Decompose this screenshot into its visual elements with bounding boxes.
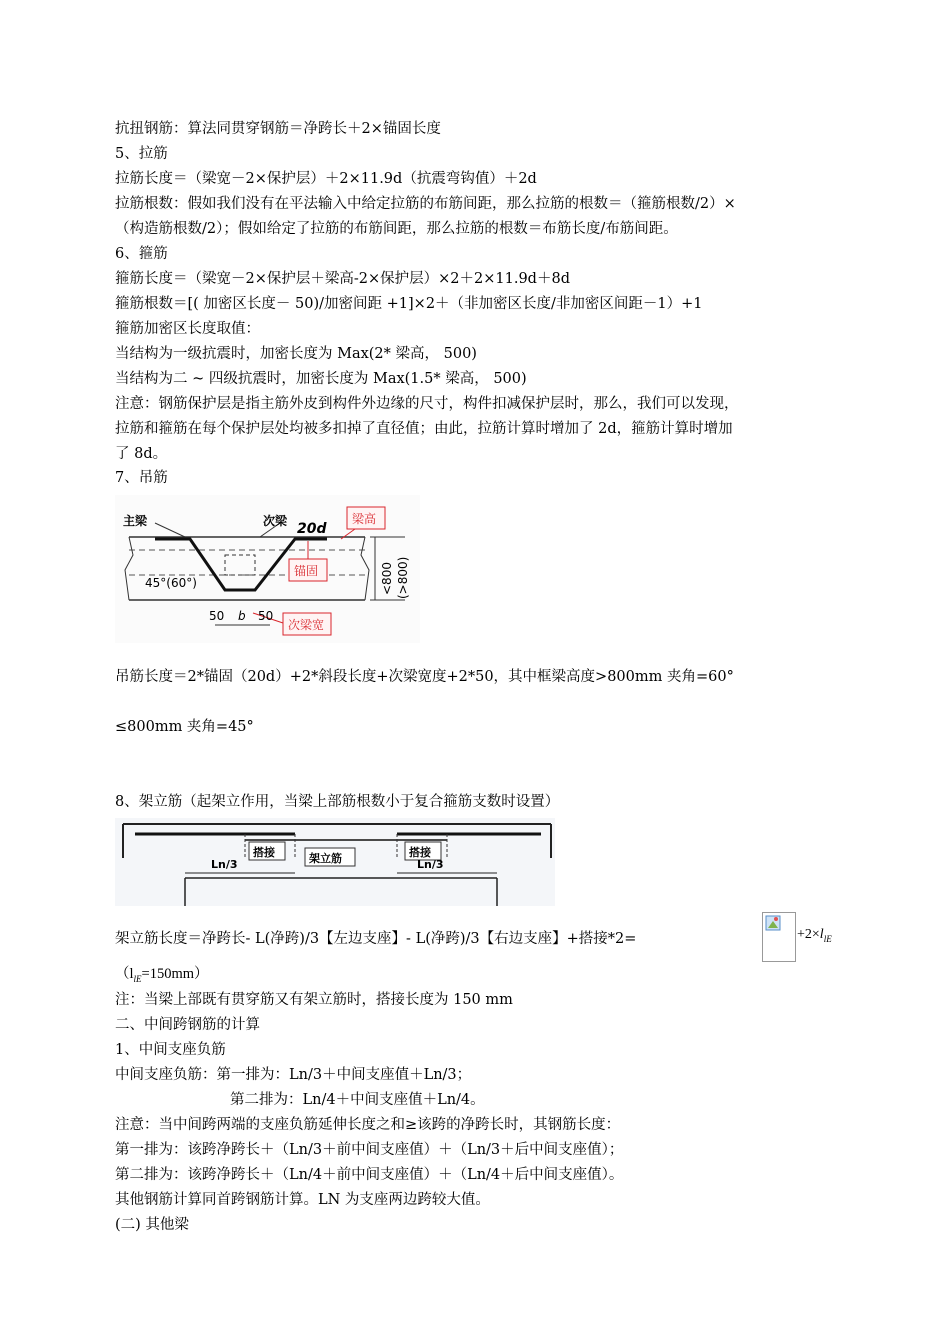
anchor-20d-label: 20d	[297, 521, 327, 537]
hanger-bar-diagram	[115, 495, 420, 643]
dim-50-left: 50	[209, 609, 225, 623]
text-line: 中间支座负筋：第一排为：Ln/3＋中间支座值＋Ln/3；	[115, 1067, 472, 1083]
lap-left-label: 搭接	[253, 846, 275, 859]
section-heading: 8、架立筋（起架立作用，当梁上部筋根数小于复合箍筋支数时设置）	[115, 794, 560, 810]
section-heading: 5、拉筋	[115, 146, 168, 162]
text-line: 注：当梁上部既有贯穿筋又有架立筋时，搭接长度为 150 mm	[115, 992, 513, 1008]
height-gt800-label: (>800)	[396, 556, 410, 599]
text-line: 当结构为二 ~ 四级抗震时，加密长度为 Max(1.5* 梁高， 500)	[115, 371, 527, 387]
angle-label: 45°(60°)	[145, 576, 197, 590]
erection-bar-diagram	[115, 818, 555, 906]
text-line: 注意：钢筋保护层是指主筋外皮到构件外边缘的尺寸，构件扣减保护层时，那么，我们可以发现，	[115, 396, 739, 412]
broken-image-icon	[762, 912, 796, 962]
ln3-left-label: Ln/3	[211, 858, 238, 871]
text-line: 架立筋长度＝净跨长- L(净跨)/3【左边支座】- L(净跨)/3【右边支座】+搭接*2=	[115, 931, 637, 947]
dim-50-right: 50	[258, 609, 274, 623]
text-line: 抗扭钢筋：算法同贯穿钢筋＝净跨长＋2×锚固长度	[115, 121, 441, 137]
text-line: $(l_{lE}=150mm)$	[115, 966, 209, 984]
erection-bar-figure	[115, 818, 555, 906]
section-heading: 6、箍筋	[115, 246, 168, 262]
height-lt800-label: <800	[380, 562, 394, 595]
erection-bar-label: 架立筋	[309, 852, 342, 865]
anchorage-label: 锚固	[294, 564, 319, 578]
section-heading: (二) 其他梁	[115, 1217, 189, 1233]
text-line: 吊筋长度＝2*锚固（20d）+2*斜段长度+次梁宽度+2*50，其中框梁高度>800mm 夹角=60°	[115, 669, 734, 685]
text-line: 箍筋加密区长度取值：	[115, 321, 260, 337]
text-line: 其他钢筋计算同首跨钢筋计算。LN 为支座两边跨较大值。	[115, 1192, 490, 1208]
dim-b: b	[238, 609, 246, 623]
beam-height-label: 梁高	[352, 512, 377, 526]
main-beam-label: 主梁	[123, 514, 148, 528]
section-heading: 1、中间支座负筋	[115, 1042, 226, 1058]
secondary-width-label: 次梁宽	[288, 618, 325, 632]
text-line: 了 8d。	[115, 446, 168, 462]
section-heading: 7、吊筋	[115, 470, 168, 486]
formula-tail: $+2\times l_{lE}$	[797, 927, 832, 944]
hanger-bar-figure	[115, 495, 420, 643]
lap-right-label: 搭接	[409, 846, 431, 859]
secondary-beam-label: 次梁	[263, 514, 288, 528]
text-line: 拉筋和箍筋在每个保护层处均被多扣掉了直径值；由此，拉筋计算时增加了 2d，箍筋计算时增加	[115, 421, 733, 437]
text-line: ≤800mm 夹角=45°	[115, 719, 254, 735]
text-line: （构造筋根数/2）；假如给定了拉筋的布筋间距，那么拉筋的根数＝布筋长度/布筋间距。	[115, 221, 678, 237]
text-line: 第二排为：Ln/4＋中间支座值＋Ln/4。	[230, 1092, 485, 1108]
text-line: 箍筋根数＝[( 加密区长度－ 50)/加密间距 +1]×2＋（非加密区长度/非加密区间距－1）+1	[115, 296, 703, 312]
text-line: 箍筋长度＝（梁宽－2×保护层＋梁高-2×保护层）×2＋2×11.9d＋8d	[115, 271, 570, 287]
ln3-right-label: Ln/3	[417, 858, 444, 871]
text-line: 第二排为：该跨净跨长＋（Ln/4＋前中间支座值）＋（Ln/4＋后中间支座值）。	[115, 1167, 624, 1183]
text-line: 拉筋长度＝（梁宽－2×保护层）＋2×11.9d（抗震弯钩值）＋2d	[115, 171, 537, 187]
text-line: 注意：当中间跨两端的支座负筋延伸长度之和≥该跨的净跨长时，其钢筋长度：	[115, 1117, 621, 1133]
text-line: 拉筋根数：假如我们没有在平法输入中给定拉筋的布筋间距，那么拉筋的根数＝（箍筋根数/2）×	[115, 196, 736, 212]
text-line: 当结构为一级抗震时，加密长度为 Max(2* 梁高， 500)	[115, 346, 477, 362]
section-heading: 二、中间跨钢筋的计算	[115, 1017, 260, 1033]
text-line: 第一排为：该跨净跨长＋（Ln/3＋前中间支座值）＋（Ln/3＋后中间支座值）；	[115, 1142, 624, 1158]
